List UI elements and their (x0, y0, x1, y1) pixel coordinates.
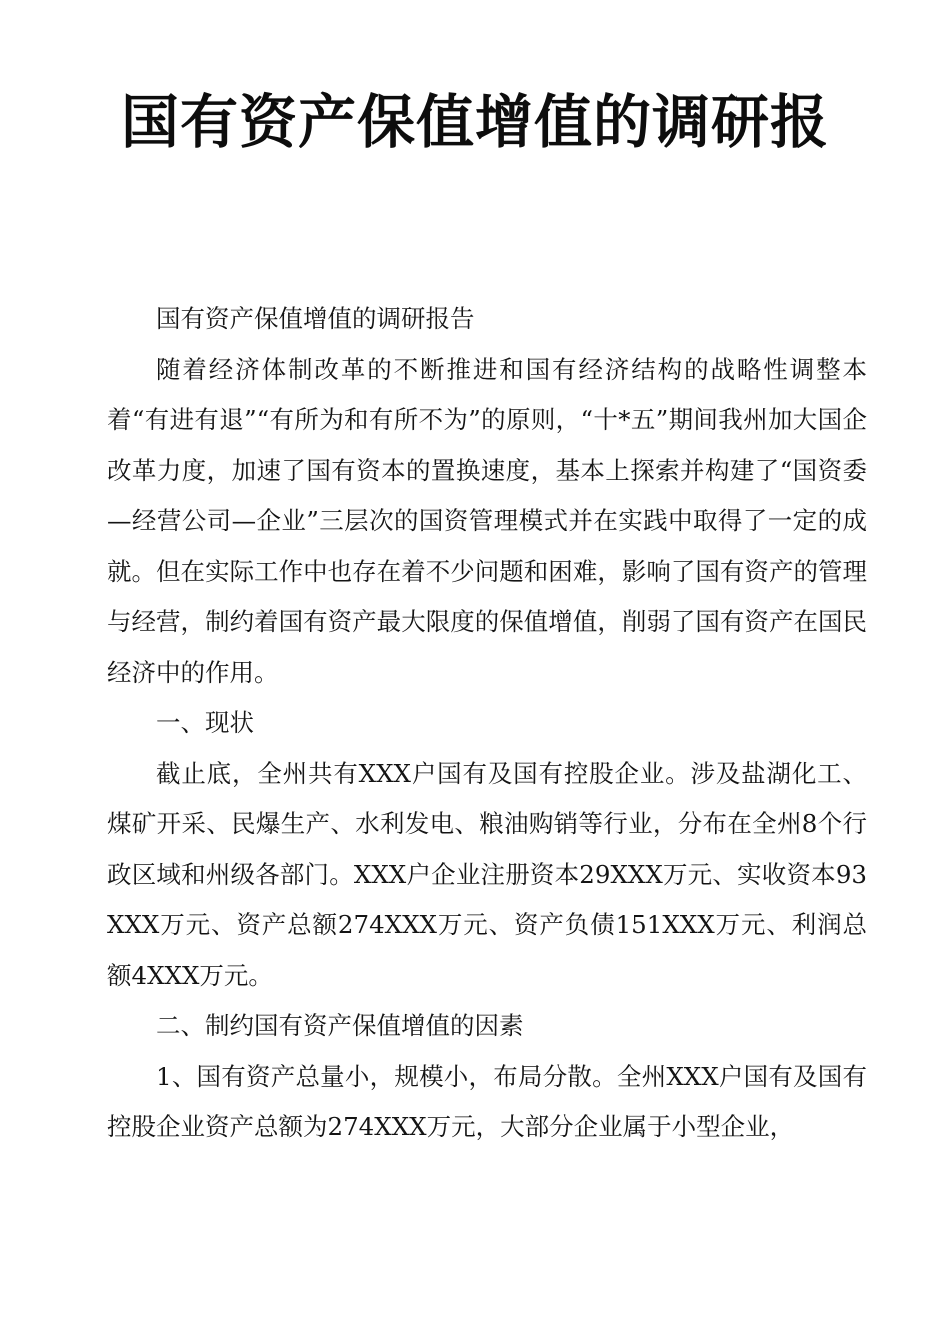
document-body (107, 294, 867, 1153)
section-heading-status: 一、现状 (156, 708, 254, 737)
report-subtitle-paragraph: 国有资产保值增值的调研报告 (156, 304, 475, 333)
intro-paragraph: 随着经济体制改革的不断推进和国有经济结构的战略性调整本着“有进有退”“有所为和有所不为”的原则，“十*五”期间我州加大国企改革力度，加速了国有资本的置换速度，基本上探索并构建了“国资委—经营公司—企业”三层次的国资管理模式并在实践中取得了一定的成就。但在实际工作中也存在着不少问题和困难，影响了国有资产的管理与经营，制约着国有资产最大限度的保值增值，削弱了国有资产在国民经济中的作用。 (107, 354, 867, 687)
document-title: 国有资产保值增值的调研报 (120, 88, 829, 156)
status-paragraph: 截止底，全州共有XXX户国有及国有控股企业。涉及盐湖化工、煤矿开采、民爆生产、水利发电、粮油购销等行业，分布在全州8个行政区域和州级各部门。XXX户企业注册资本29XXX万元、实收资本93XXX万元、资产总额274XXX万元、资产负债151XXX万元、利润总额4XXX万元。 (107, 758, 867, 990)
section-heading-factors: 二、制约国有资产保值增值的因素 (156, 1011, 524, 1040)
factor-one-paragraph: 1、国有资产总量小，规模小，布局分散。全州XXX户国有及国有控股企业资产总额为274XXX万元，大部分企业属于小型企业， (107, 1061, 867, 1141)
